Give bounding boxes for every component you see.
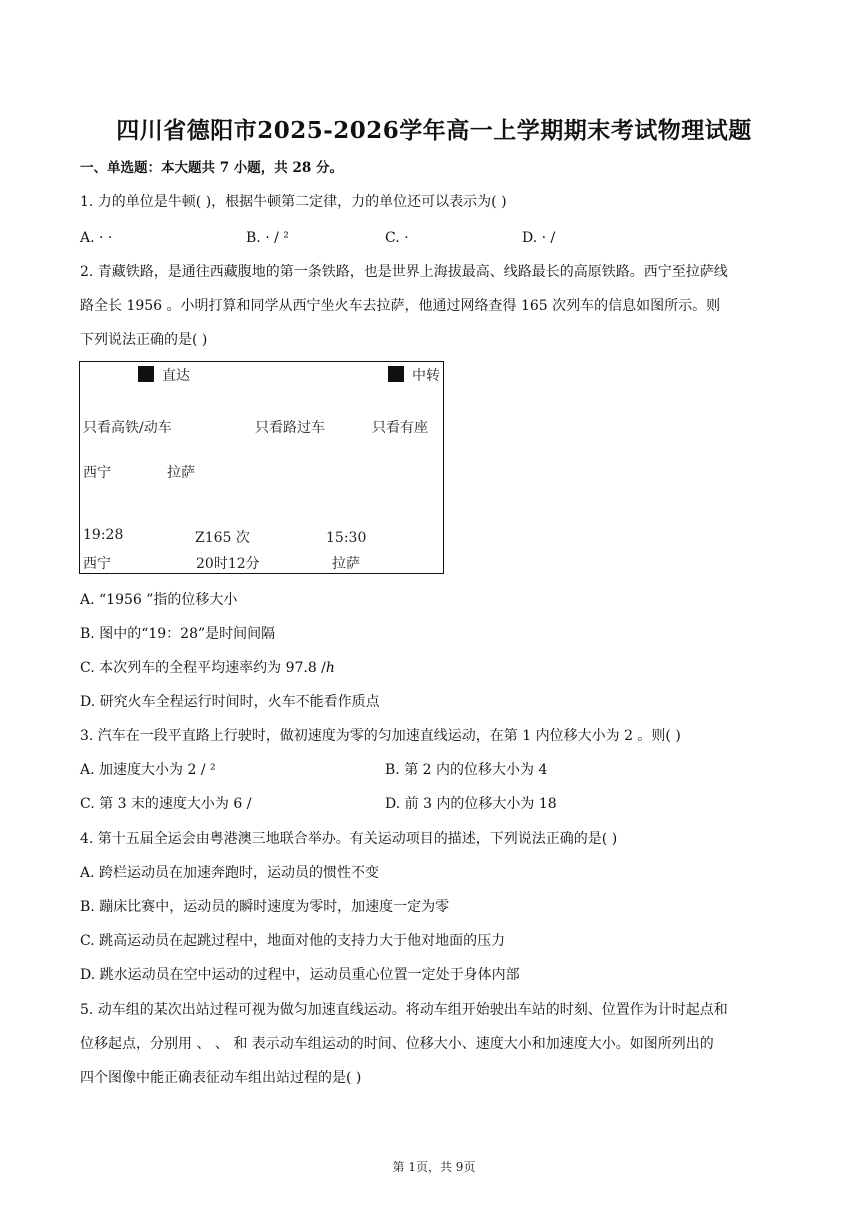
train-info-figure [79, 361, 444, 574]
transfer-label: 中转 [412, 368, 440, 384]
to-station: 拉萨 [167, 465, 195, 481]
q1-option-d: D. · / [522, 230, 556, 246]
direct-option [138, 366, 190, 385]
q3-option-a: A. 加速度大小为 2 / ² [80, 762, 216, 778]
q2-option-c: C. 本次列车的全程平均速率约为 97.8 /ℎ [80, 660, 335, 676]
transfer-option [388, 366, 440, 385]
q1-option-c: C. · [385, 230, 409, 246]
filter-seat: 只看有座 [372, 420, 428, 436]
question-2-stem-line2: 路全长 1956 。小明打算和同学从西宁坐火车去拉萨，他通过网络查得 165 次列车的信息如图所示。则 [80, 298, 721, 314]
q4-option-b: B. 蹦床比赛中，运动员的瞬时速度为零时，加速度一定为零 [80, 899, 450, 915]
question-2-stem-line1: 2. 青藏铁路，是通往西藏腹地的第一条铁路，也是世界上海拔最高、线路最长的高原铁路。西宁至拉萨线 [80, 264, 728, 280]
q3-option-d: D. 前 3 内的位移大小为 18 [385, 796, 557, 812]
depart-station: 西宁 [83, 556, 111, 572]
from-station: 西宁 [83, 465, 111, 481]
page-title: 四川省德阳市2025-2026学年高一上学期期末考试物理试题 [116, 117, 752, 144]
question-5-stem-line2: 位移起点，分别用 、 、 和 表示动车组运动的时间、位移大小、速度大小和加速度大小。如图所列出的 [80, 1036, 714, 1052]
q1-option-a: A. · · [80, 230, 113, 246]
question-1-stem: 1. 力的单位是牛顿( )，根据牛顿第二定律，力的单位还可以表示为( ) [80, 194, 507, 210]
q3-option-c: C. 第 3 末的速度大小为 6 / [80, 796, 252, 812]
filter-passing: 只看路过车 [255, 420, 325, 436]
q4-option-d: D. 跳水运动员在空中运动的过程中，运动员重心位置一定处于身体内部 [80, 967, 520, 983]
q2-option-d: D. 研究火车全程运行时间时，火车不能看作质点 [80, 694, 380, 710]
q2-option-a: A. “1956 ”指的位移大小 [80, 592, 238, 608]
filter-highspeed: 只看高铁/动车 [83, 420, 172, 436]
q4-option-a: A. 跨栏运动员在加速奔跑时，运动员的惯性不变 [80, 865, 380, 881]
checkbox-icon [388, 366, 404, 382]
q1-option-b: B. · / ² [246, 230, 289, 246]
duration: 20时12分 [196, 556, 260, 572]
arrive-time: 15:30 [326, 530, 367, 546]
section-heading: 一、单选题：本大题共 7 小题，共 28 分。 [80, 160, 343, 176]
q4-option-c: C. 跳高运动员在起跳过程中，地面对他的支持力大于他对地面的压力 [80, 933, 506, 949]
question-5-stem-line3: 四个图像中能正确表征动车组出站过程的是( ) [80, 1070, 362, 1086]
direct-label: 直达 [162, 368, 190, 384]
arrive-station: 拉萨 [332, 556, 360, 572]
train-number: Z165 次 [195, 530, 250, 546]
q2-option-b: B. 图中的“19：28”是时间间隔 [80, 626, 276, 642]
question-3-stem: 3. 汽车在一段平直路上行驶时，做初速度为零的匀加速直线运动，在第 1 内位移大小为 2 。则( ) [80, 728, 681, 744]
page-footer: 第 1页，共 9页 [392, 1160, 476, 1174]
question-4-stem: 4. 第十五届全运会由粤港澳三地联合举办。有关运动项目的描述，下列说法正确的是( ) [80, 831, 618, 847]
depart-time: 19:28 [83, 527, 124, 543]
checkbox-icon [138, 366, 154, 382]
q3-option-b: B. 第 2 内的位移大小为 4 [385, 762, 548, 778]
question-2-stem-line3: 下列说法正确的是( ) [80, 332, 208, 348]
question-5-stem-line1: 5. 动车组的某次出站过程可视为做匀加速直线运动。将动车组开始驶出车站的时刻、位置作为计时起点和 [80, 1002, 728, 1018]
